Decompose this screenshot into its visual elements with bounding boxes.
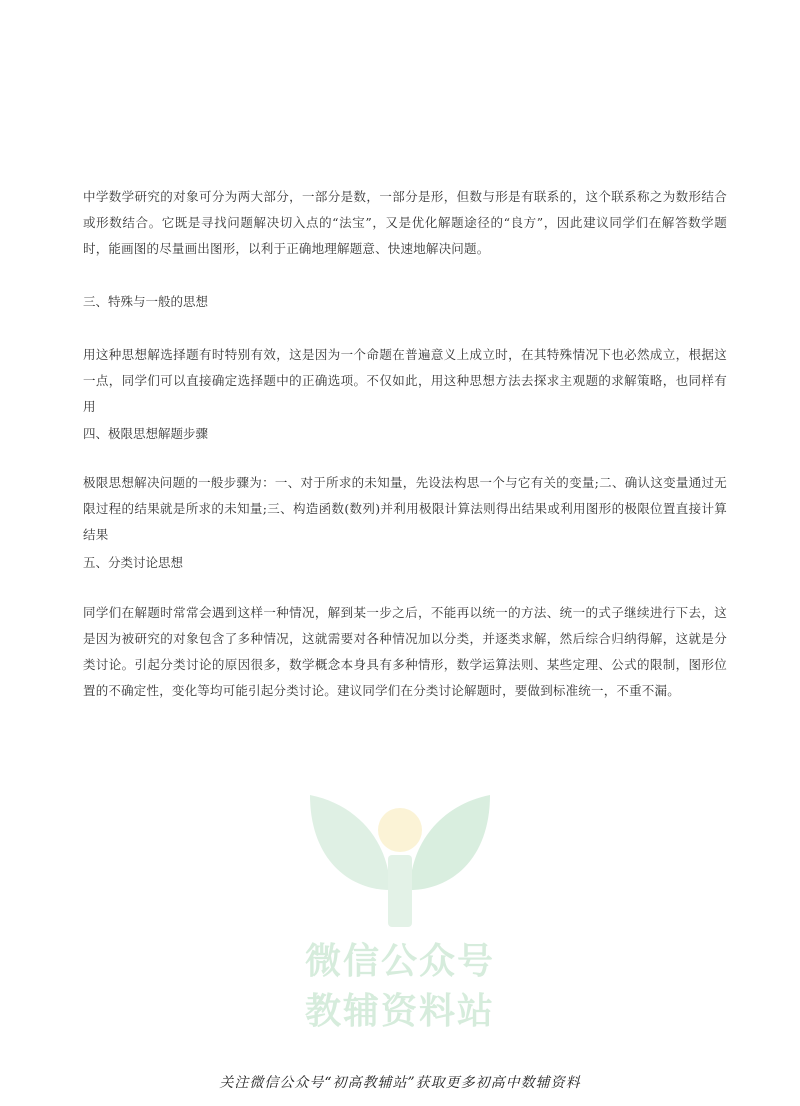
- watermark-line-2: 教辅资料站: [304, 991, 495, 1032]
- watermark-line-1: 微信公众号: [304, 941, 495, 982]
- paragraph-classification: 同学们在解题时常常会遇到这样一种情况，解到某一步之后，不能再以统一的方法、统一的式子继续进行下去，这是因为被研究的对象包含了多种情况，这就需要对各种情况加以分类，并逐类求解，然后综合归纳得解，这就是分类讨论。引起分类讨论的原因很多，数学概念本身具有多种情形，数学运算法则、某些定理、公式的限制，图形位置的不确定性，变化等均可能引起分类讨论。建议同学们在分类讨论解题时，要做到标准统一，不重不漏。: [83, 605, 727, 698]
- paragraph-limit-steps: 极限思想解决问题的一般步骤为：一、对于所求的未知量，先设法构思一个与它有关的变量;二、确认这变量通过无限过程的结果就是所求的未知量;三、构造函数(数列)并利用极限计算法则得出结果或利用图形的极限位置直接计算结果: [83, 475, 727, 542]
- heading-classification: 五、分类讨论思想: [83, 555, 184, 570]
- footer-note: 关注微信公众号“初高教辅站”获取更多初高中数辅资料: [219, 1075, 581, 1091]
- heading-limit-steps: 四、极限思想解题步骤: [83, 426, 209, 441]
- paragraph-special-general: 用这种思想解选择题有时特别有效，这是因为一个命题在普遍意义上成立时，在其特殊情况下也必然成立，根据这一点，同学们可以直接确定选择题中的正确选项。不仅如此，用这种思想方法去探求主观题的求解策略，也同样有用: [83, 347, 727, 414]
- heading-special-general: 三、特殊与一般的思想: [83, 294, 209, 309]
- sprout-logo-icon: [290, 765, 510, 930]
- paragraph-number-shape: 中学数学研究的对象可分为两大部分，一部分是数，一部分是形，但数与形是有联系的，这个联系称之为数形结合或形数结合。它既是寻找问题解决切入点的“法宝”，又是优化解题途径的“良方”，因此建议同学们在解答数学题时，能画图的尽量画出图形，以利于正确地理解题意、快速地解决问题。: [83, 189, 727, 256]
- watermark: [290, 765, 510, 1035]
